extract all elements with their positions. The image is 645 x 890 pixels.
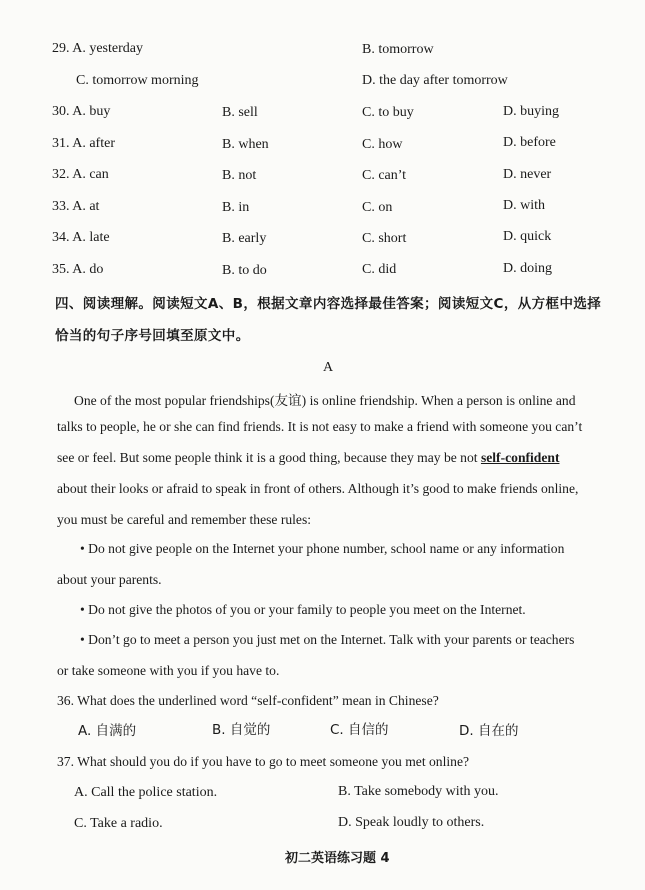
q37-option-a: A. Call the police station.: [74, 785, 218, 800]
passage-line-3: [57, 450, 602, 466]
q29-option-d: D. the day after tomorrow: [362, 73, 508, 88]
q35-option-c: C. did: [362, 262, 397, 277]
q29-option-b: B. tomorrow: [362, 42, 434, 57]
section-heading-line-1: 四、阅读理解。阅读短文A、B，根据文章内容选择最佳答案；阅读短文C，从方框中选择: [55, 296, 602, 312]
passage-line-4: about their looks or afraid to speak in front of others. Although it’s good to make friends online,: [57, 481, 579, 496]
q32-option-c: C. can’t: [362, 168, 407, 183]
q37-option-d: D. Speak loudly to others.: [338, 815, 485, 830]
rule-2: • Do not give the photos of you or your family to people you meet on the Internet.: [80, 602, 526, 617]
q29-option-c: C. tomorrow morning: [76, 73, 199, 88]
q36-stem: 36. What does the underlined word “self-confident” mean in Chinese?: [57, 693, 439, 708]
q30-option-a: 30. A. buy: [52, 104, 111, 119]
passage-title: A: [323, 360, 334, 375]
q37-option-c: C. Take a radio.: [74, 816, 163, 831]
q36-option-d: D. 自在的: [459, 723, 519, 739]
q37-option-b: B. Take somebody with you.: [338, 784, 499, 799]
q36-option-a: A. 自满的: [78, 723, 137, 739]
q30-option-c: C. to buy: [362, 105, 414, 120]
q36-option-b: B. 自觉的: [212, 722, 271, 738]
rule-1-line-1: • Do not give people on the Internet your phone number, school name or any information: [80, 541, 565, 556]
q30-option-d: D. buying: [503, 104, 559, 119]
q33-option-b: B. in: [222, 200, 250, 215]
rule-1-line-2: about your parents.: [57, 572, 162, 587]
q31-option-d: D. before: [503, 135, 556, 150]
q36-option-c: C. 自信的: [330, 722, 389, 738]
q33-option-d: D. with: [503, 198, 545, 213]
rule-3-line-1: • Don’t go to meet a person you just met on the Internet. Talk with your parents or teachers: [80, 632, 575, 647]
page-footer: 初二英语练习题 4: [285, 851, 390, 866]
q34-option-d: D. quick: [503, 229, 552, 244]
q37-stem: 37. What should you do if you have to go to meet someone you met online?: [57, 754, 470, 769]
q34-option-b: B. early: [222, 231, 267, 246]
q32-option-a: 32. A. can: [52, 167, 109, 182]
q30-option-b: B. sell: [222, 105, 258, 120]
q31-option-b: B. when: [222, 137, 269, 152]
rule-3-line-2: or take someone with you if you have to.: [57, 663, 280, 678]
section-heading-line-2: 恰当的句子序号回填至原文中。: [55, 328, 250, 344]
passage-line-1: One of the most popular friendships(友谊) is online friendship. When a person is online and: [74, 393, 576, 408]
passage-line-3-text: see or feel. But some people think it is a good thing, because they may be not: [57, 450, 481, 465]
passage-line-2: talks to people, he or she can find friends. It is not easy to make a friend with someone you can’t: [57, 419, 583, 434]
q31-option-a: 31. A. after: [52, 136, 115, 151]
q32-option-b: B. not: [222, 168, 257, 183]
q33-option-a: 33. A. at: [52, 199, 100, 214]
q35-option-d: D. doing: [503, 261, 552, 276]
q33-option-c: C. on: [362, 200, 393, 215]
q35-option-a: 35. A. do: [52, 262, 104, 277]
q34-option-a: 34. A. late: [52, 230, 110, 245]
q35-option-b: B. to do: [222, 263, 267, 278]
q32-option-d: D. never: [503, 167, 552, 182]
q29-option-a: 29. A. yesterday: [52, 41, 143, 56]
q34-option-c: C. short: [362, 231, 407, 246]
passage-line-5: you must be careful and remember these rules:: [57, 512, 312, 527]
underlined-word: self-confident: [480, 450, 560, 465]
q31-option-c: C. how: [362, 137, 403, 152]
